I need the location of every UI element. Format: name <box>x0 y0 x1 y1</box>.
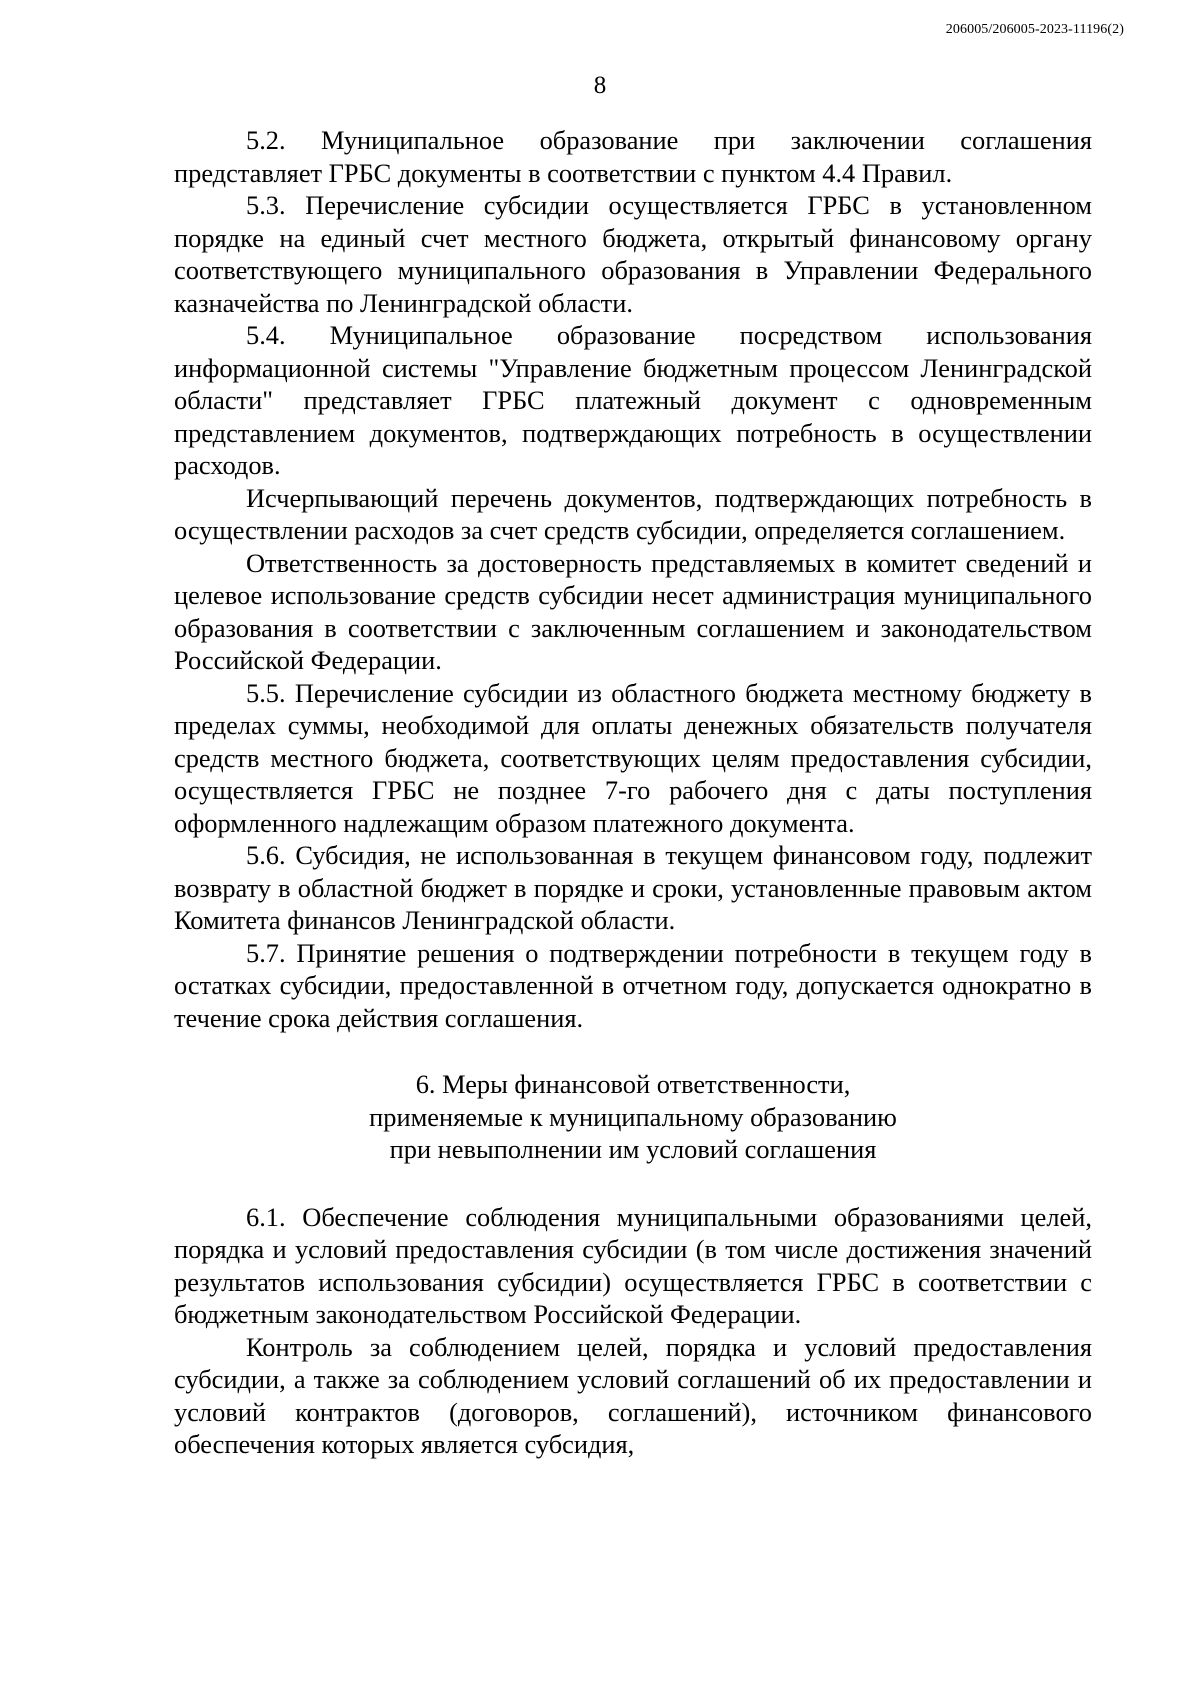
document-id: 206005/206005-2023-11196(2) <box>945 22 1124 37</box>
paragraph-5-4: 5.4. Муниципальное образование посредством использования информационной системы "Управление бюджетным процессом Ленинградской области" представляет ГРБС платежный документ с одновременным представлением документов, подтверждающих потребность в осуществлении расходов. <box>174 320 1092 480</box>
paragraph-control: Контроль за соблюдением целей, порядка и условий предоставления субсидии, а также за соблюдением условий соглашений об их предоставлении и условий контрактов (договоров, соглашений), источником финансового обеспечения которых является субсидия, <box>174 1331 1092 1459</box>
paragraph-documents-list: Исчерпывающий перечень документов, подтверждающих потребность в осуществлении расходов за счет средств субсидии, определяется соглашением. <box>174 482 1092 545</box>
section-6-heading <box>174 1068 1092 1166</box>
paragraph-5-6: 5.6. Субсидия, не использованная в текущем финансовом году, подлежит возврату в областной бюджет в порядке и сроки, установленные правовым актом Комитета финансов Ленинградской области. <box>174 840 1092 935</box>
paragraph-5-2: 5.2. Муниципальное образование при заключении соглашения представляет ГРБС документы в соответствии с пунктом 4.4 Правил. <box>174 125 1092 188</box>
section-heading-line-2: применяемые к муниципальному образованию <box>369 1101 897 1132</box>
section-heading-line-3: при невыполнении им условий соглашения <box>389 1134 877 1164</box>
paragraph-6-1: 6.1. Обеспечение соблюдения муниципальными образованиями целей, порядка и условий предоставления субсидии (в том числе достижения значений результатов использования субсидии) осуществляется ГРБС в соответствии с бюджетным законодательством Российской Федерации. <box>174 1201 1092 1329</box>
document-body <box>174 124 1092 1461</box>
paragraph-5-7: 5.7. Принятие решения о подтверждении потребности в текущем году в остатках субсидии, предоставленной в отчетном году, допускается однократно в течение срока действия соглашения. <box>174 937 1092 1033</box>
paragraph-5-3: 5.3. Перечисление субсидии осуществляется ГРБС в установленном порядке на единый счет местного бюджета, открытый финансовому органу соответствующего муниципального образования в Управлении Федерального казначейства по Ленинградской области. <box>174 190 1092 318</box>
section-heading-line-1: 6. Меры финансовой ответственности, <box>415 1069 851 1099</box>
paragraph-responsibility: Ответственность за достоверность представляемых в комитет сведений и целевое использование средств субсидии несет администрация муниципального образования в соответствии с заключенным соглашением и законодательством Российской Федерации. <box>174 547 1092 675</box>
paragraph-5-5: 5.5. Перечисление субсидии из областного бюджета местному бюджету в пределах суммы, необходимой для оплаты денежных обязательств получателя средств местного бюджета, соответствующих целям предоставления субсидии, осуществляется ГРБС не позднее 7-го рабочего дня с даты поступления оформленного надлежащим образом платежного документа. <box>174 677 1092 838</box>
page-number: 8 <box>593 72 607 99</box>
